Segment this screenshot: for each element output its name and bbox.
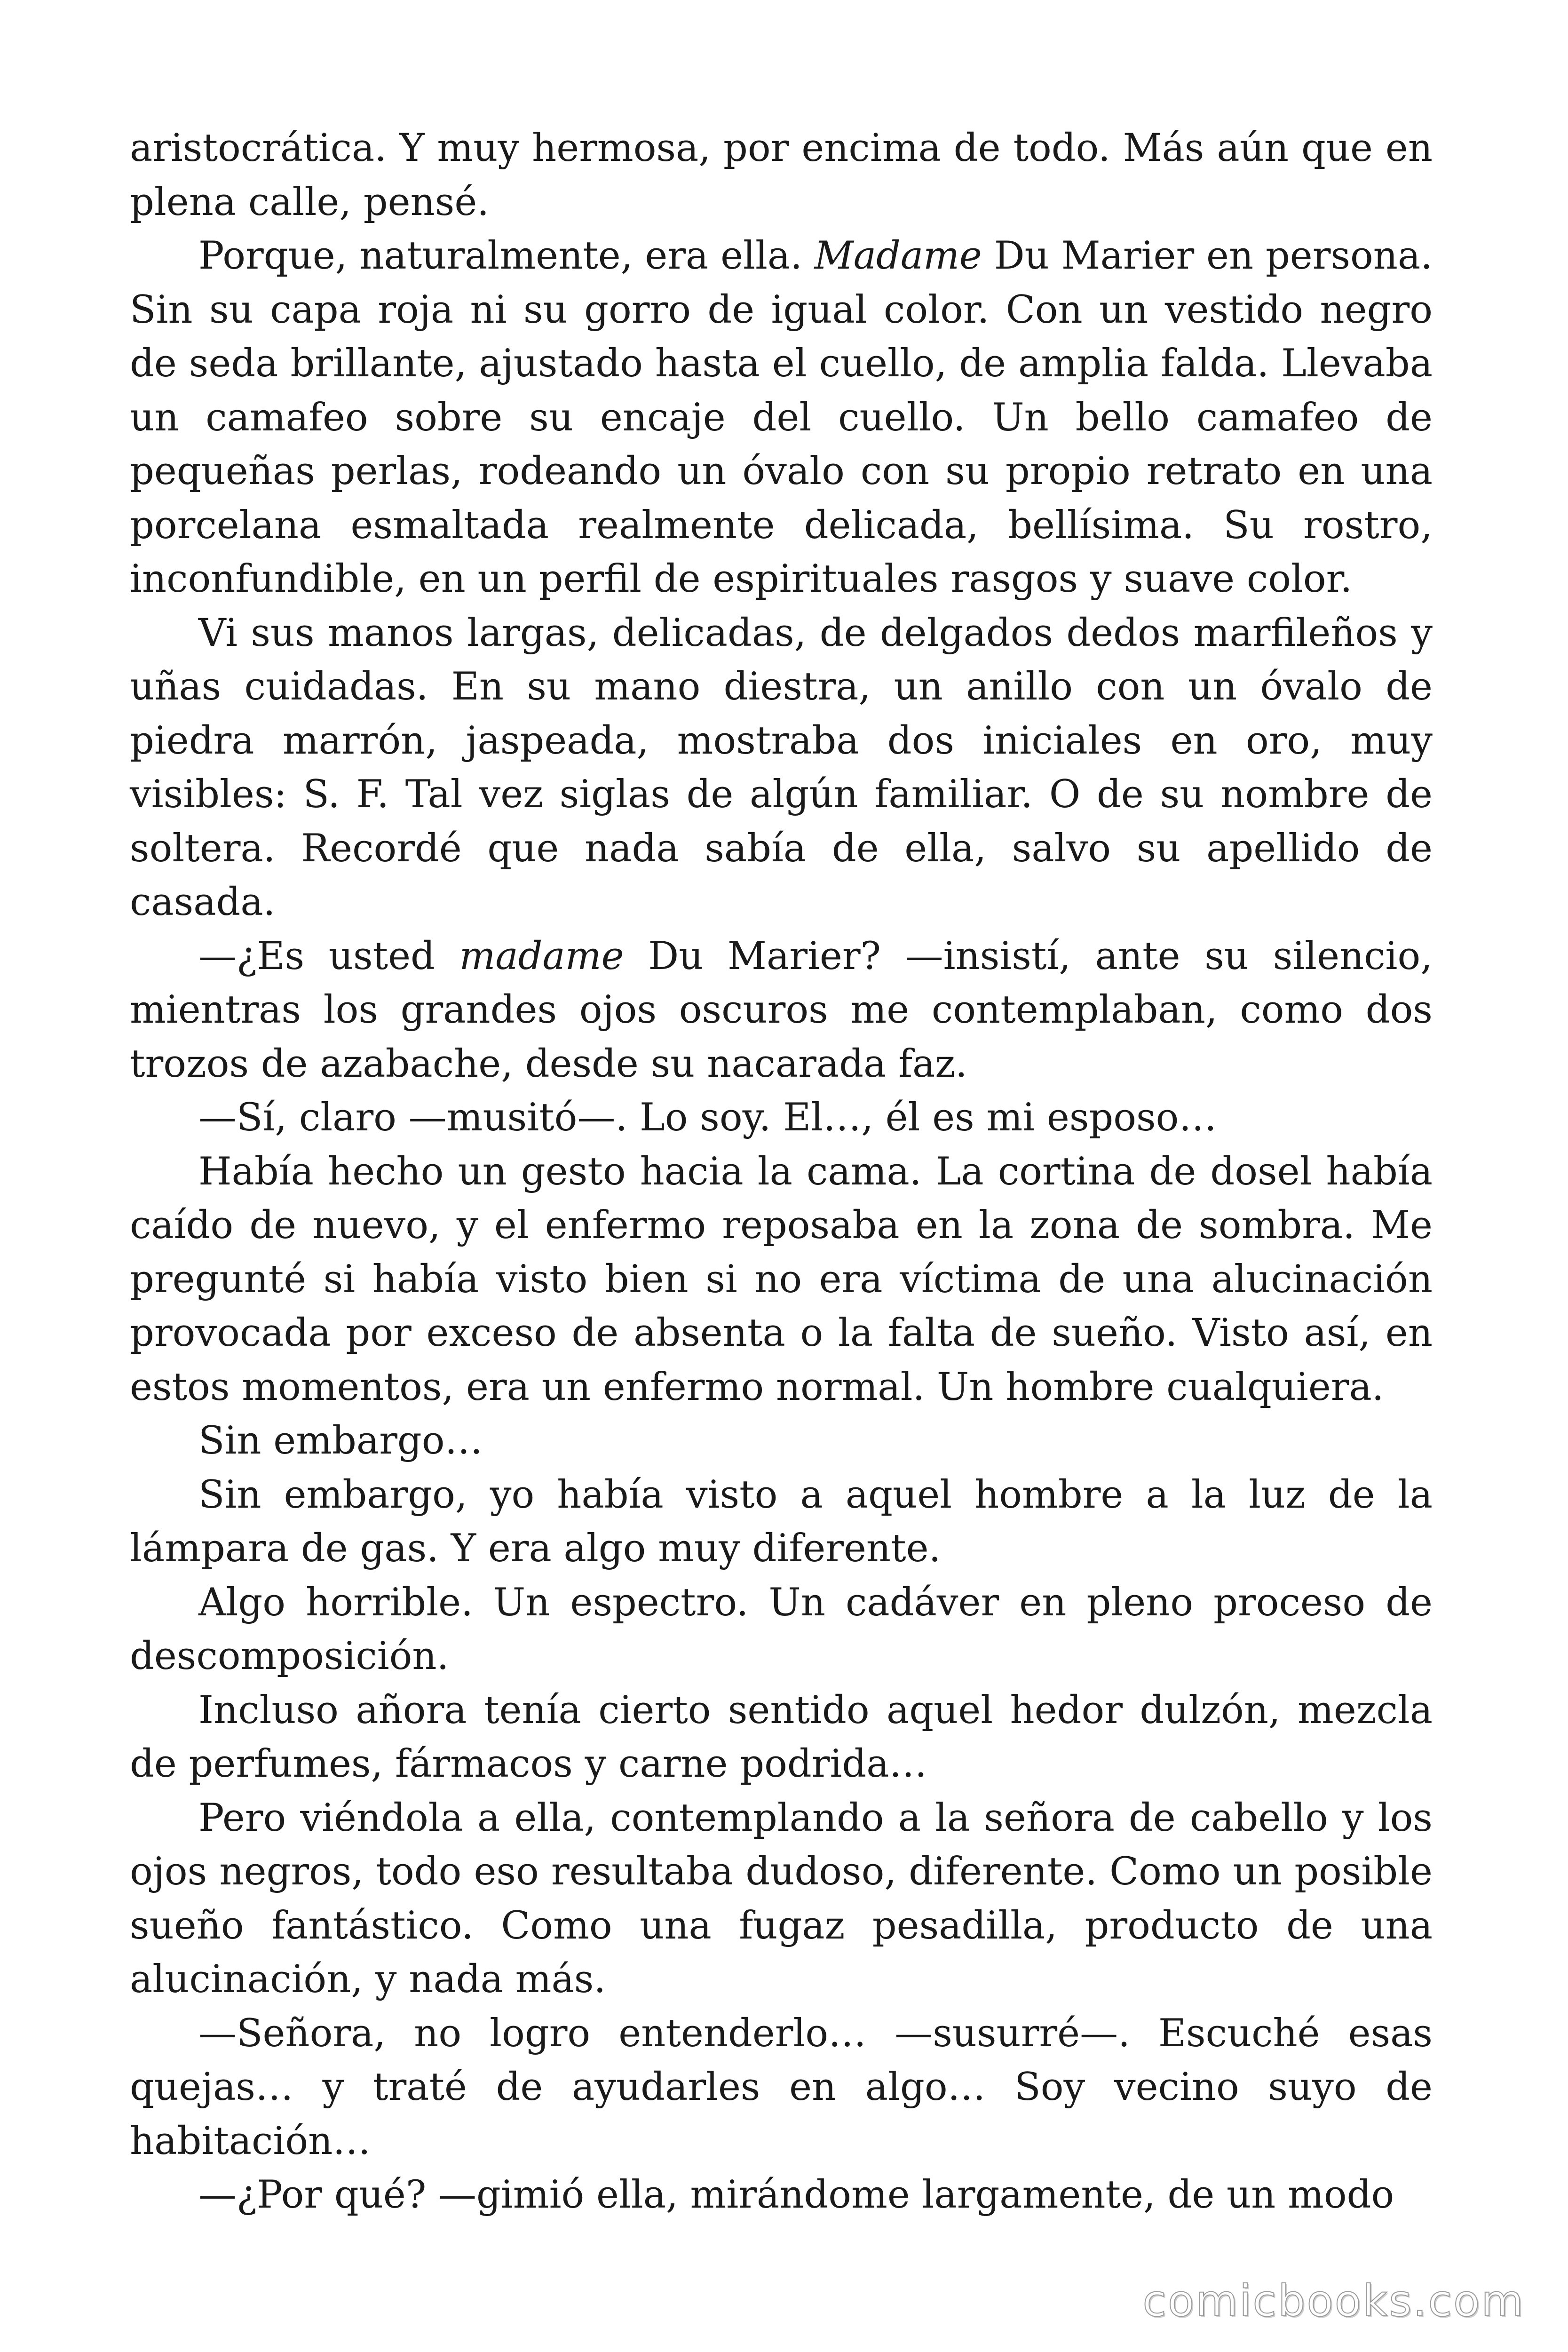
paragraph-text: Incluso añora tenía cierto sentido aquel hedor dulzón, mezcla de perfumes, fármacos y carne podrida… — [130, 1688, 1433, 1786]
page-body — [130, 121, 1433, 2222]
paragraph-text: —¿Por qué? —gimió ella, mirándome largamente, de un modo — [198, 2173, 1394, 2217]
paragraph — [130, 1091, 1433, 1145]
paragraph-text: —¿Es usted — [198, 934, 459, 978]
paragraph-text: Sin embargo… — [198, 1419, 483, 1463]
paragraph-text: Había hecho un gesto hacia la cama. La cortina de dosel había caído de nuevo, y el enfermo reposaba en la zona de sombra. Me pregunté si había visto bien si no era víctima de una alucinación provocada por exceso de absenta o la falta de sueño. Visto así, en estos momentos, era un enfermo normal. Un hombre cualquiera. — [130, 1149, 1433, 1409]
paragraph-text: Sin embargo, yo había visto a aquel hombre a la luz de la lámpara de gas. Y era algo muy diferente. — [130, 1472, 1433, 1571]
paragraph-text: Du Marier? —insistí, ante su silencio, mientras los grandes ojos oscuros me contemplaban, como dos trozos de azabache, desde su nacarada faz. — [130, 934, 1433, 1086]
paragraph-text: —Señora, no logro entenderlo… —susurré—. Escuché esas quejas… y traté de ayudarles en algo… Soy vecino suyo de habitación… — [130, 2011, 1433, 2163]
paragraph-text: Porque, naturalmente, era ella. — [198, 234, 815, 278]
paragraph — [130, 1468, 1433, 1576]
paragraph-text: Vi sus manos largas, delicadas, de delgados dedos marfileños y uñas cuidadas. En su mano diestra, un anillo con un óvalo de piedra marrón, jaspeada, mostraba dos iniciales en oro, muy visibles: S. F. Tal vez siglas de algún familiar. O de su nombre de soltera. Recordé que nada sabía de ella, salvo su apellido de casada. — [130, 611, 1433, 924]
paragraph — [130, 2168, 1433, 2222]
paragraph — [130, 1576, 1433, 1684]
paragraph — [130, 1684, 1433, 1791]
paragraph-text: Algo horrible. Un espectro. Un cadáver en pleno proceso de descomposición. — [130, 1580, 1433, 1678]
paragraph — [130, 121, 1433, 229]
italic-word: madame — [459, 934, 624, 978]
paragraph — [130, 229, 1433, 606]
paragraph-text: —Sí, claro —musitó—. Lo soy. El…, él es mi esposo… — [198, 1096, 1217, 1140]
italic-word: Madame — [814, 234, 982, 278]
paragraph-text: Pero viéndola a ella, contemplando a la señora de cabello y los ojos negros, todo eso resultaba dudoso, diferente. Como un posible sueño fantástico. Como una fugaz pesadilla, producto de una alucinación, y nada más. — [130, 1796, 1433, 2002]
watermark: comicbooks.com — [1142, 2276, 1525, 2326]
paragraph-text: Du Marier en persona. Sin su capa roja ni su gorro de igual color. Con un vestido negro de seda brillante, ajustado hasta el cuello, de amplia falda. Llevaba un camafeo sobre su encaje del cuello. Un bello camafeo de pequeñas perlas, rodeando un óvalo con su propio retrato en una porcelana esmaltada realmente delicada, bellísima. Su rostro, inconfundible, en un perfil de espirituales rasgos y suave color. — [130, 234, 1433, 601]
paragraph — [130, 606, 1433, 930]
paragraph — [130, 1414, 1433, 1468]
paragraph — [130, 2007, 1433, 2169]
paragraph — [130, 1791, 1433, 2007]
paragraph-text: aristocrática. Y muy hermosa, por encima de todo. Más aún que en plena calle, pensé. — [130, 126, 1433, 224]
paragraph — [130, 930, 1433, 1091]
paragraph — [130, 1145, 1433, 1414]
